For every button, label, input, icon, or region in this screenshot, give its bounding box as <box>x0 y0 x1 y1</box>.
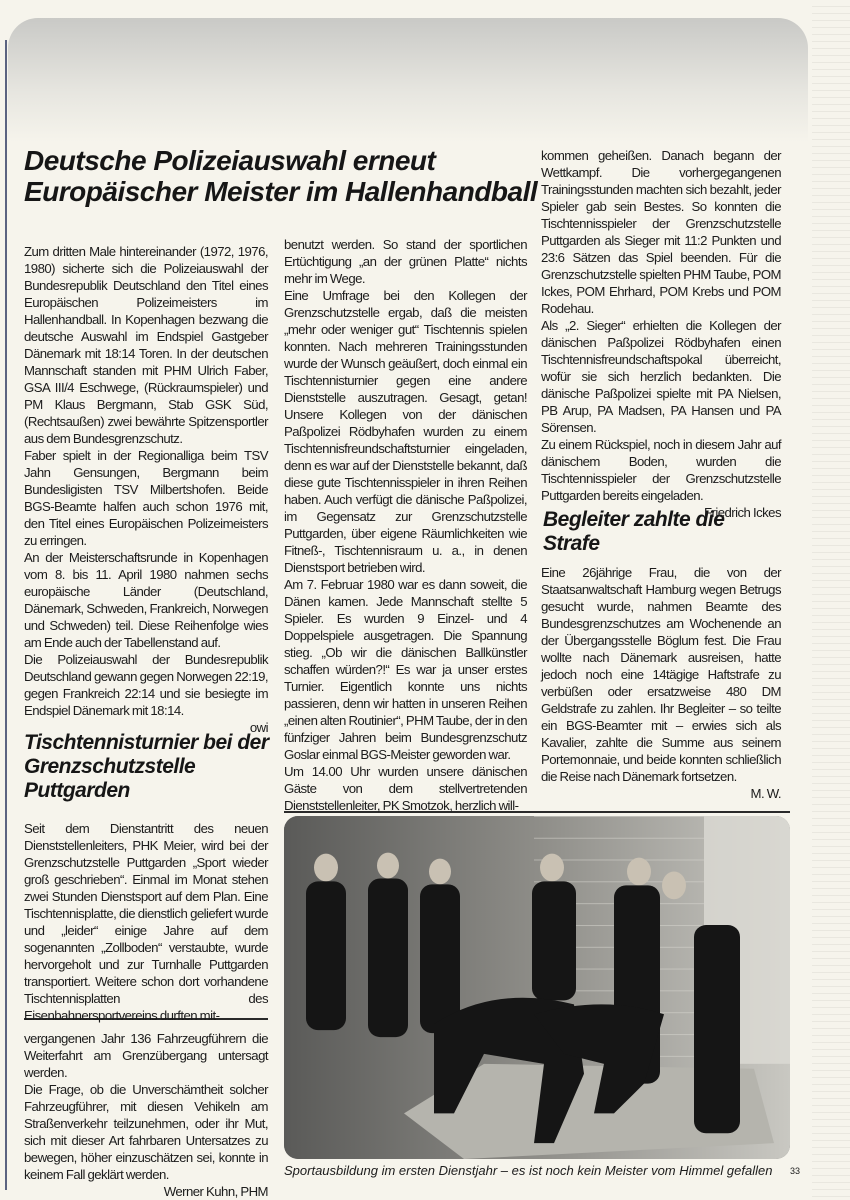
paragraph: Am 7. Februar 1980 war es dann soweit, die Dänen kamen. Jede Mannschaft stellte 5 Spieler. Es wurden 9 Einzel- und 4 Doppelspiele ausgetragen. Die Spannung stieg. „Ob wir die dänischen Ballkünstler schaffen würden?!“ Es war ja unser erstes Turnier. Eigentlich konnte uns nichts passieren, denn wir hatten in unseren Reihen „einen alten Routinier“, PHM Taube, der in den fünfziger Jahren beim Bundesgrenzschutz Goslar einmal BGS-Meister geworden war. <box>284 577 527 762</box>
paragraph: Eine 26jährige Frau, die von der Staatsanwaltschaft Hamburg wegen Betrugs gesucht wurde, nahmen Beamte des Bundesgrenzschutzes am Wochenende an der Übergangsstelle Böglum fest. Die Frau wollte nach Dänemark ausreisen, hatte jedoch noch eine 14tägige Haftstrafe zu verbüßen oder ersatzweise 480 DM Geldstrafe zu zahlen. Ihr Begleiter – so teilte ein BGS-Beamter mit – erwies sich als Kavalier, zahlte die Summe aus seinem Portemonnaie, und beide konnten schließlich die Reise nach Dänemark fortsetzen. <box>541 565 781 784</box>
article4-body <box>24 1030 268 1200</box>
article2-col3 <box>541 147 781 521</box>
paragraph: Faber spielt in der Regionalliga beim TSV Jahn Gensungen, Bergmann beim Bundesligisten TSV Milbertshofen. Beide BGS-Beamte halfen auch schon 1976 mit, den Titel eines Europäischen Polizeimeisters zu erringen. <box>24 448 268 548</box>
page-number: 33 <box>790 1166 801 1176</box>
paragraph: An der Meisterschaftsrunde in Kopenhagen vom 8. bis 11. April 1980 nahmen sechs europäische Länder (Deutschland, Dänemark, Schweden, Frankreich, Norwegen und Schweden) teil. Diese Reihenfolge wies am Ende auch der Tabellenstand auf. <box>24 550 268 650</box>
paragraph: Die Frage, ob die Unverschämtheit solcher Fahrzeugführer, mit diesen Vehikeln am Straßenverkehr teilzunehmen, oder ihr Mut, sich mit dieser Art fahrbaren Untersatzes zu bewegen, höher einzuschätzen sei, konnte in keinem Fall geklärt werden. <box>24 1082 268 1182</box>
paragraph: Zu einem Rückspiel, noch in diesem Jahr auf dänischem Boden, wurden die Tischtennisspieler der Grenzschutzstelle Puttgarden bereits eingeladen. <box>541 437 781 503</box>
article2-col2 <box>284 236 527 814</box>
paragraph: vergangenen Jahr 136 Fahrzeugführern die Weiterfahrt am Grenzübergang untersagt werden. <box>24 1031 268 1080</box>
author: Friedrich Ickes <box>704 505 781 520</box>
article3-title: Begleiter zahlte die Strafe <box>543 508 725 555</box>
photo-caption: Sportausbildung im ersten Dienstjahr – es ist noch kein Meister vom Himmel gefallen <box>284 1163 773 1178</box>
paragraph: Als „2. Sieger“ erhielten die Kollegen der dänischen Paßpolizei Rödbyhafen einen Tischtennisfreundschaftspokal überreicht, wofür sie sich herzlich bedankten. Die dänische Paßpolizei spielte mit PA Nielsen, PB Arup, PA Madsen, PA Hansen und PA Sörensen. <box>541 318 781 435</box>
paragraph: Seit dem Dienstantritt des neuen Dienststellenleiters, PHK Meier, wird bei der Grenzschutzstelle Puttgarden „Sport wieder groß geschrieben“. Einmal im Monat stehen zwei Stunden Dienstsport auf dem Plan. Eine Tischtennisplatte, die dienstlich geliefert wurde und „leider“ einige Jahre auf dem sogenannten „Zollboden“ verstaubte, wurde hervorgeholt und zur Turnhalle Puttgarden transportiert. Weitere schon dort vorhandene Tischtennisplatten des Eisenbahnersportvereins durften mit- <box>24 821 268 1023</box>
author: owi <box>249 720 268 735</box>
author: M. W. <box>750 786 781 801</box>
paragraph: benutzt werden. So stand der sportlichen Ertüchtigung „an der grünen Platte“ nichts mehr im Wege. <box>284 237 527 286</box>
sports-training-photo <box>284 816 790 1159</box>
page-edge <box>5 40 7 1190</box>
paragraph: Die Polizeiauswahl der Bundesrepublik Deutschland gewann gegen Norwegen 22:19, gegen Frankreich 22:14 und sie besiegte im Endspiel Dänemark mit 18:14. <box>24 652 268 718</box>
page-margin <box>812 0 850 1200</box>
article3-body <box>541 564 781 802</box>
author: Werner Kuhn, PHM <box>163 1184 268 1199</box>
paragraph: kommen geheißen. Danach begann der Wettkampf. Die vorhergegangenen Trainingsstunden machten sich bezahlt, jeder Spieler gab sein Bestes. So konnten die Tischtennisspieler der Grenzschutzstelle Puttgarden als Sieger mit 11:2 Punkten und 23:6 Sätzen das Spiel beenden. Für die Grenzschutzstelle spielten PHM Taube, POM Ickes, POM Ehrhard, POM Krebs und POM Rodehau. <box>541 148 781 316</box>
paragraph: Zum dritten Male hintereinander (1972, 1976, 1980) sicherte sich die Polizeiauswahl der Bundesrepublik Deutschland den Titel eines Europäischen Polizeimeisters im Hallenhandball. In Kopenhagen bezwang die deutsche Auswahl im Endspiel Gastgeber Dänemark mit 18:14 Toren. In der deutschen Mannschaft standen mit PHM Ulrich Faber, GSA III/4 Eschwege, (Rückraumspieler) und PM Klaus Bergmann, Stab GSK Süd, (Rechtsaußen) zwei bewährte Spitzensportler aus dem Bundesgrenzschutz. <box>24 244 268 446</box>
article1-title: Deutsche Polizeiauswahl erneut Europäischer Meister im Hallenhandball <box>24 145 538 207</box>
article1-body <box>24 243 268 736</box>
article2-title: Tischtennisturnier bei der Grenzschutzstelle Puttgarden <box>24 731 269 802</box>
paragraph: Eine Umfrage bei den Kollegen der Grenzschutzstelle ergab, daß die meisten „mehr oder weniger gut“ Tischtennis spielen konnten. Nach mehreren Trainingsstunden wurde der Wunsch geäußert, doch einmal ein Tischtennisturnier gegen eine andere Dienststelle auszutragen. Gesagt, getan! Unsere Kollegen von der dänischen Paßpolizei Rödbyhafen wurden zu einem Tischtennisfreundschaftsturnier eingeladen, denn es war auf der Dienststelle bekannt, daß diese gute Tischtennisspieler in ihren Reihen haben. Auch verfügt die dänische Paßpolizei, im Gegensatz zur Grenzschutzstelle Puttgarden, über eigene Räumlichkeiten wie Fitneß-, Tischtennisraum u. a., in denen Dienstsport betrieben wird. <box>284 288 527 575</box>
article2-col1 <box>24 820 268 1024</box>
paragraph: Um 14.00 Uhr wurden unsere dänischen Gäste von dem stellvertretenden Dienststellenleiter, PK Smotzok, herzlich will- <box>284 764 527 813</box>
header-band <box>8 18 808 143</box>
